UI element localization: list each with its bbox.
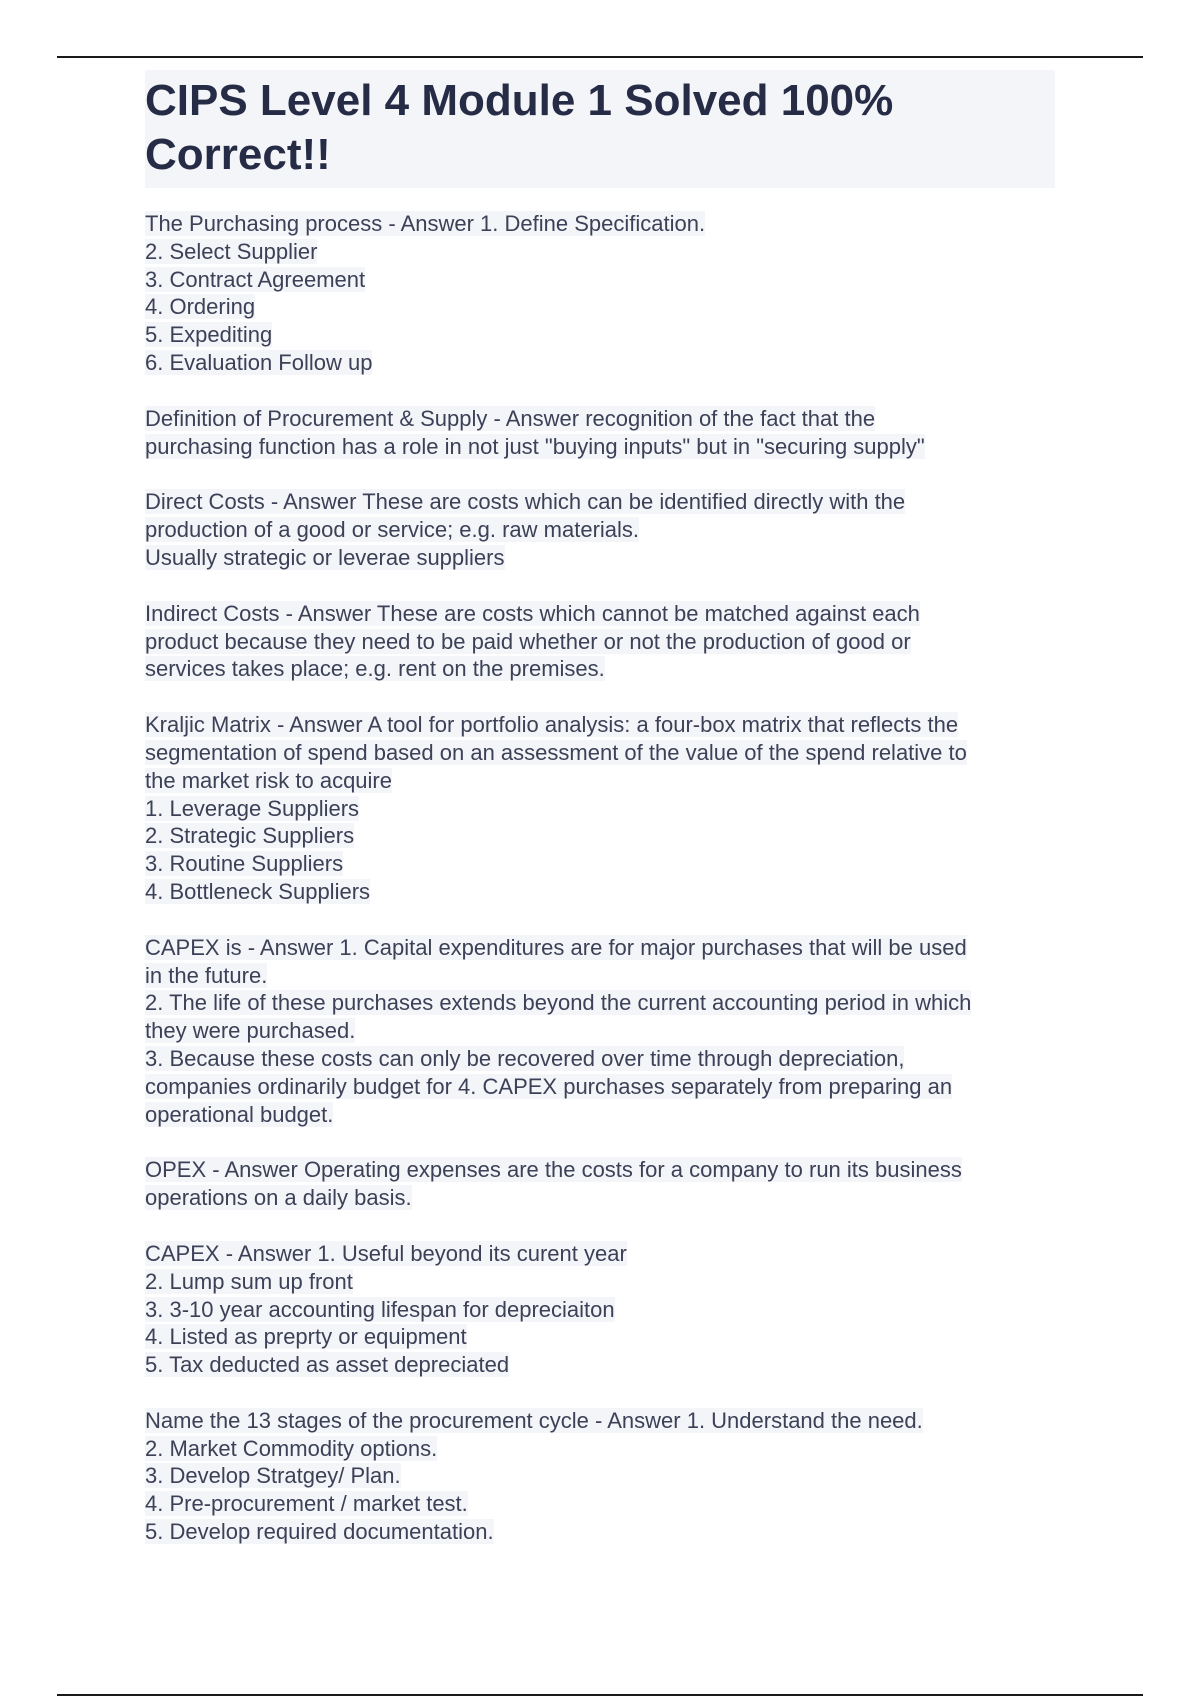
text-line-content: 5. Expediting <box>145 322 273 348</box>
text-line <box>145 238 1055 266</box>
text-line <box>145 1156 1055 1184</box>
text-line <box>145 600 1055 628</box>
text-line <box>145 1101 1055 1129</box>
qa-entry <box>145 405 1055 461</box>
qa-entry <box>145 934 1055 1129</box>
text-line-content: 2. Select Supplier <box>145 238 318 264</box>
text-line <box>145 850 1055 878</box>
text-line-content: 5. Tax deducted as asset depreciated <box>145 1352 510 1378</box>
text-line <box>145 1490 1055 1518</box>
qa-entry <box>145 488 1055 571</box>
text-line-content: 3. Contract Agreement <box>145 266 366 292</box>
text-line <box>145 210 1055 238</box>
document-title: CIPS Level 4 Module 1 Solved 100% Correct!! <box>145 76 894 179</box>
text-line <box>145 321 1055 349</box>
text-line-content: CAPEX - Answer 1. Useful beyond its curent year <box>145 1240 627 1266</box>
qa-entry <box>145 1407 1055 1546</box>
text-line <box>145 1240 1055 1268</box>
text-line <box>145 655 1055 683</box>
text-line <box>145 1407 1055 1435</box>
text-line <box>145 1184 1055 1212</box>
qa-sections <box>145 210 1055 1546</box>
text-line-content: 2. The life of these purchases extends beyond the current accounting period in which <box>145 990 972 1016</box>
text-line-content: they were purchased. <box>145 1018 356 1044</box>
text-line-content: purchasing function has a role in not just "buying inputs" but in "securing supply" <box>145 433 925 459</box>
text-line-content: the market risk to acquire <box>145 767 392 793</box>
text-line-content: 2. Market Commodity options. <box>145 1435 438 1461</box>
text-line-content: in the future. <box>145 962 268 988</box>
text-line <box>145 266 1055 294</box>
text-line <box>145 878 1055 906</box>
text-line <box>145 488 1055 516</box>
text-line-content: Name the 13 stages of the procurement cycle - Answer 1. Understand the need. <box>145 1407 923 1433</box>
text-line-content: 3. 3-10 year accounting lifespan for depreciaiton <box>145 1296 615 1322</box>
top-rule <box>57 56 1143 58</box>
text-line <box>145 405 1055 433</box>
text-line-content: 1. Leverage Suppliers <box>145 795 360 821</box>
text-line <box>145 628 1055 656</box>
text-line <box>145 349 1055 377</box>
text-line-content: Indirect Costs - Answer These are costs which cannot be matched against each <box>145 600 920 626</box>
text-line-content: 4. Listed as preprty or equipment <box>145 1324 467 1350</box>
text-line <box>145 293 1055 321</box>
text-line <box>145 516 1055 544</box>
text-line-content: 6. Evaluation Follow up <box>145 349 373 375</box>
text-line-content: OPEX - Answer Operating expenses are the costs for a company to run its business <box>145 1157 962 1183</box>
text-line-content: 4. Pre-procurement / market test. <box>145 1491 468 1517</box>
text-line <box>145 1351 1055 1379</box>
text-line-content: 2. Lump sum up front <box>145 1268 353 1294</box>
qa-entry <box>145 1240 1055 1379</box>
text-line-content: product because they need to be paid whether or not the production of good or <box>145 628 911 654</box>
text-line <box>145 1518 1055 1546</box>
document-body <box>145 70 1055 1574</box>
text-line-content: production of a good or service; e.g. raw materials. <box>145 517 640 543</box>
text-line <box>145 989 1055 1017</box>
text-line-content: companies ordinarily budget for 4. CAPEX purchases separately from preparing an <box>145 1073 953 1099</box>
text-line-content: Direct Costs - Answer These are costs which can be identified directly with the <box>145 489 906 515</box>
text-line-content: 3. Develop Stratgey/ Plan. <box>145 1463 401 1489</box>
text-line <box>145 1268 1055 1296</box>
text-line <box>145 1435 1055 1463</box>
text-line <box>145 1296 1055 1324</box>
text-line <box>145 544 1055 572</box>
text-line-content: 4. Ordering <box>145 294 256 320</box>
text-line <box>145 1017 1055 1045</box>
text-line-content: 4. Bottleneck Suppliers <box>145 878 371 904</box>
text-line <box>145 1045 1055 1073</box>
title-block <box>145 70 1055 188</box>
text-line <box>145 1323 1055 1351</box>
text-line-content: operational budget. <box>145 1101 334 1127</box>
text-line-content: CAPEX is - Answer 1. Capital expenditures are for major purchases that will be used <box>145 934 967 960</box>
text-line <box>145 962 1055 990</box>
qa-entry <box>145 1156 1055 1212</box>
text-line-content: segmentation of spend based on an assessment of the value of the spend relative to <box>145 739 967 765</box>
text-line-content: Usually strategic or leverae suppliers <box>145 544 505 570</box>
text-line-content: Definition of Procurement & Supply - Answer recognition of the fact that the <box>145 405 876 431</box>
text-line-content: The Purchasing process - Answer 1. Define Specification. <box>145 211 706 236</box>
text-line-content: Kraljic Matrix - Answer A tool for portfolio analysis: a four-box matrix that reflects the <box>145 712 959 738</box>
text-line <box>145 739 1055 767</box>
text-line <box>145 711 1055 739</box>
qa-entry <box>145 600 1055 683</box>
text-line-content: services takes place; e.g. rent on the premises. <box>145 656 605 682</box>
text-line <box>145 1462 1055 1490</box>
qa-entry <box>145 711 1055 906</box>
text-line <box>145 795 1055 823</box>
text-line <box>145 1073 1055 1101</box>
text-line <box>145 433 1055 461</box>
text-line-content: operations on a daily basis. <box>145 1185 412 1211</box>
text-line <box>145 767 1055 795</box>
bottom-rule <box>57 1694 1143 1696</box>
text-line <box>145 822 1055 850</box>
text-line-content: 3. Routine Suppliers <box>145 851 344 877</box>
text-line-content: 3. Because these costs can only be recovered over time through depreciation, <box>145 1045 905 1071</box>
text-line-content: 5. Develop required documentation. <box>145 1519 494 1545</box>
text-line <box>145 934 1055 962</box>
qa-entry <box>145 210 1055 377</box>
text-line-content: 2. Strategic Suppliers <box>145 823 355 849</box>
